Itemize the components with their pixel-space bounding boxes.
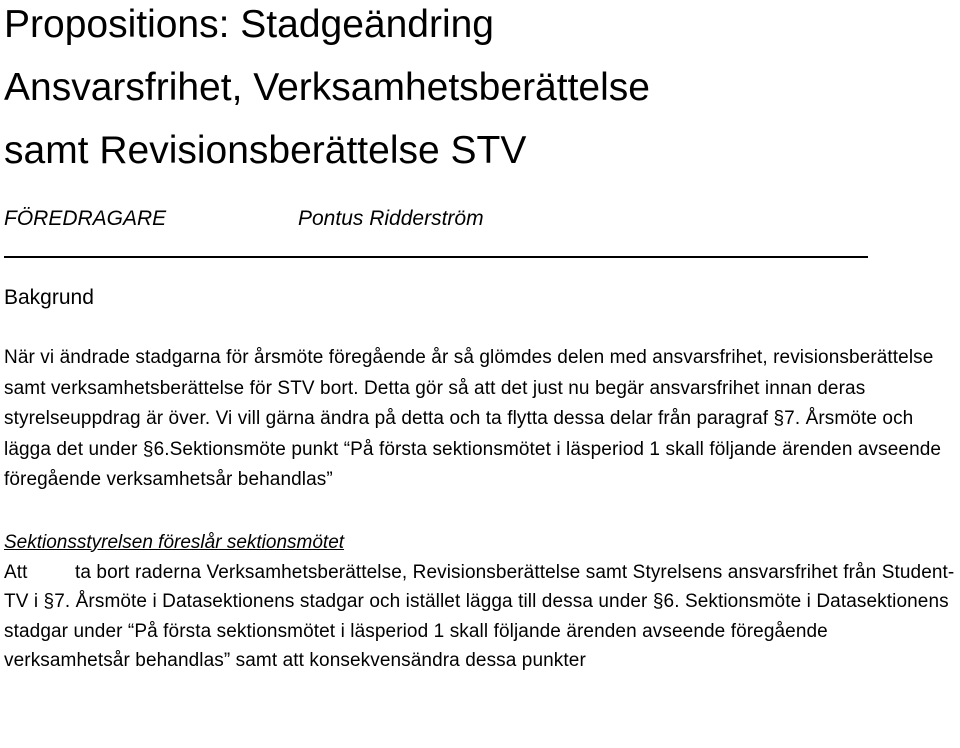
presenter-label: FÖREDRAGARE	[4, 207, 167, 230]
proposal-text: ta bort raderna Verksamhetsberättelse, Revisionsberättelse samt Styrelsens ansvarsfrihet från Student-TV i §7. Årsmöte i Datasektionens stadgar och istället lägga till dessa under §6. Sektionsmöte i Datasektionens stadgar under “På första sektionsmötet i läsperiod 1 skall följande ärenden avseende föregående verksamhetsår behandlas” samt att konsekvensändra dessa punkter	[4, 561, 955, 671]
document-title	[4, 0, 956, 182]
background-paragraph: När vi ändrade stadgarna för årsmöte föregående år så glömdes delen med ansvarsfrihet, revisionsberättelse samt verksamhetsberättelse för STV bort. Detta gör så att det just nu begär ansvarsfrihet innan deras styrelseuppdrag är över. Vi vill gärna ändra på detta och ta flytta dessa delar från paragraf §7. Årsmöte och lägga det under §6.Sektionsmöte punkt “På första sektionsmötet i läsperiod 1 skall följande ärenden avseende föregående verksamhetsår behandlas”	[4, 347, 942, 490]
horizontal-rule	[4, 256, 868, 258]
title-line-1: Propositions: Stadgeändring	[4, 3, 494, 46]
title-line-2: Ansvarsfrihet, Verksamhetsberättelse	[4, 66, 650, 109]
proposal-heading: Sektionsstyrelsen föreslår sektionsmötet	[4, 531, 345, 553]
background-heading: Bakgrund	[4, 286, 94, 309]
presenter-row	[4, 204, 956, 234]
presenter-name: Pontus Ridderström	[298, 207, 484, 230]
document-page	[4, 0, 956, 676]
proposal-paragraph	[4, 558, 956, 676]
title-line-3: samt Revisionsberättelse STV	[4, 129, 527, 172]
proposal-att-label: Att	[4, 561, 28, 583]
